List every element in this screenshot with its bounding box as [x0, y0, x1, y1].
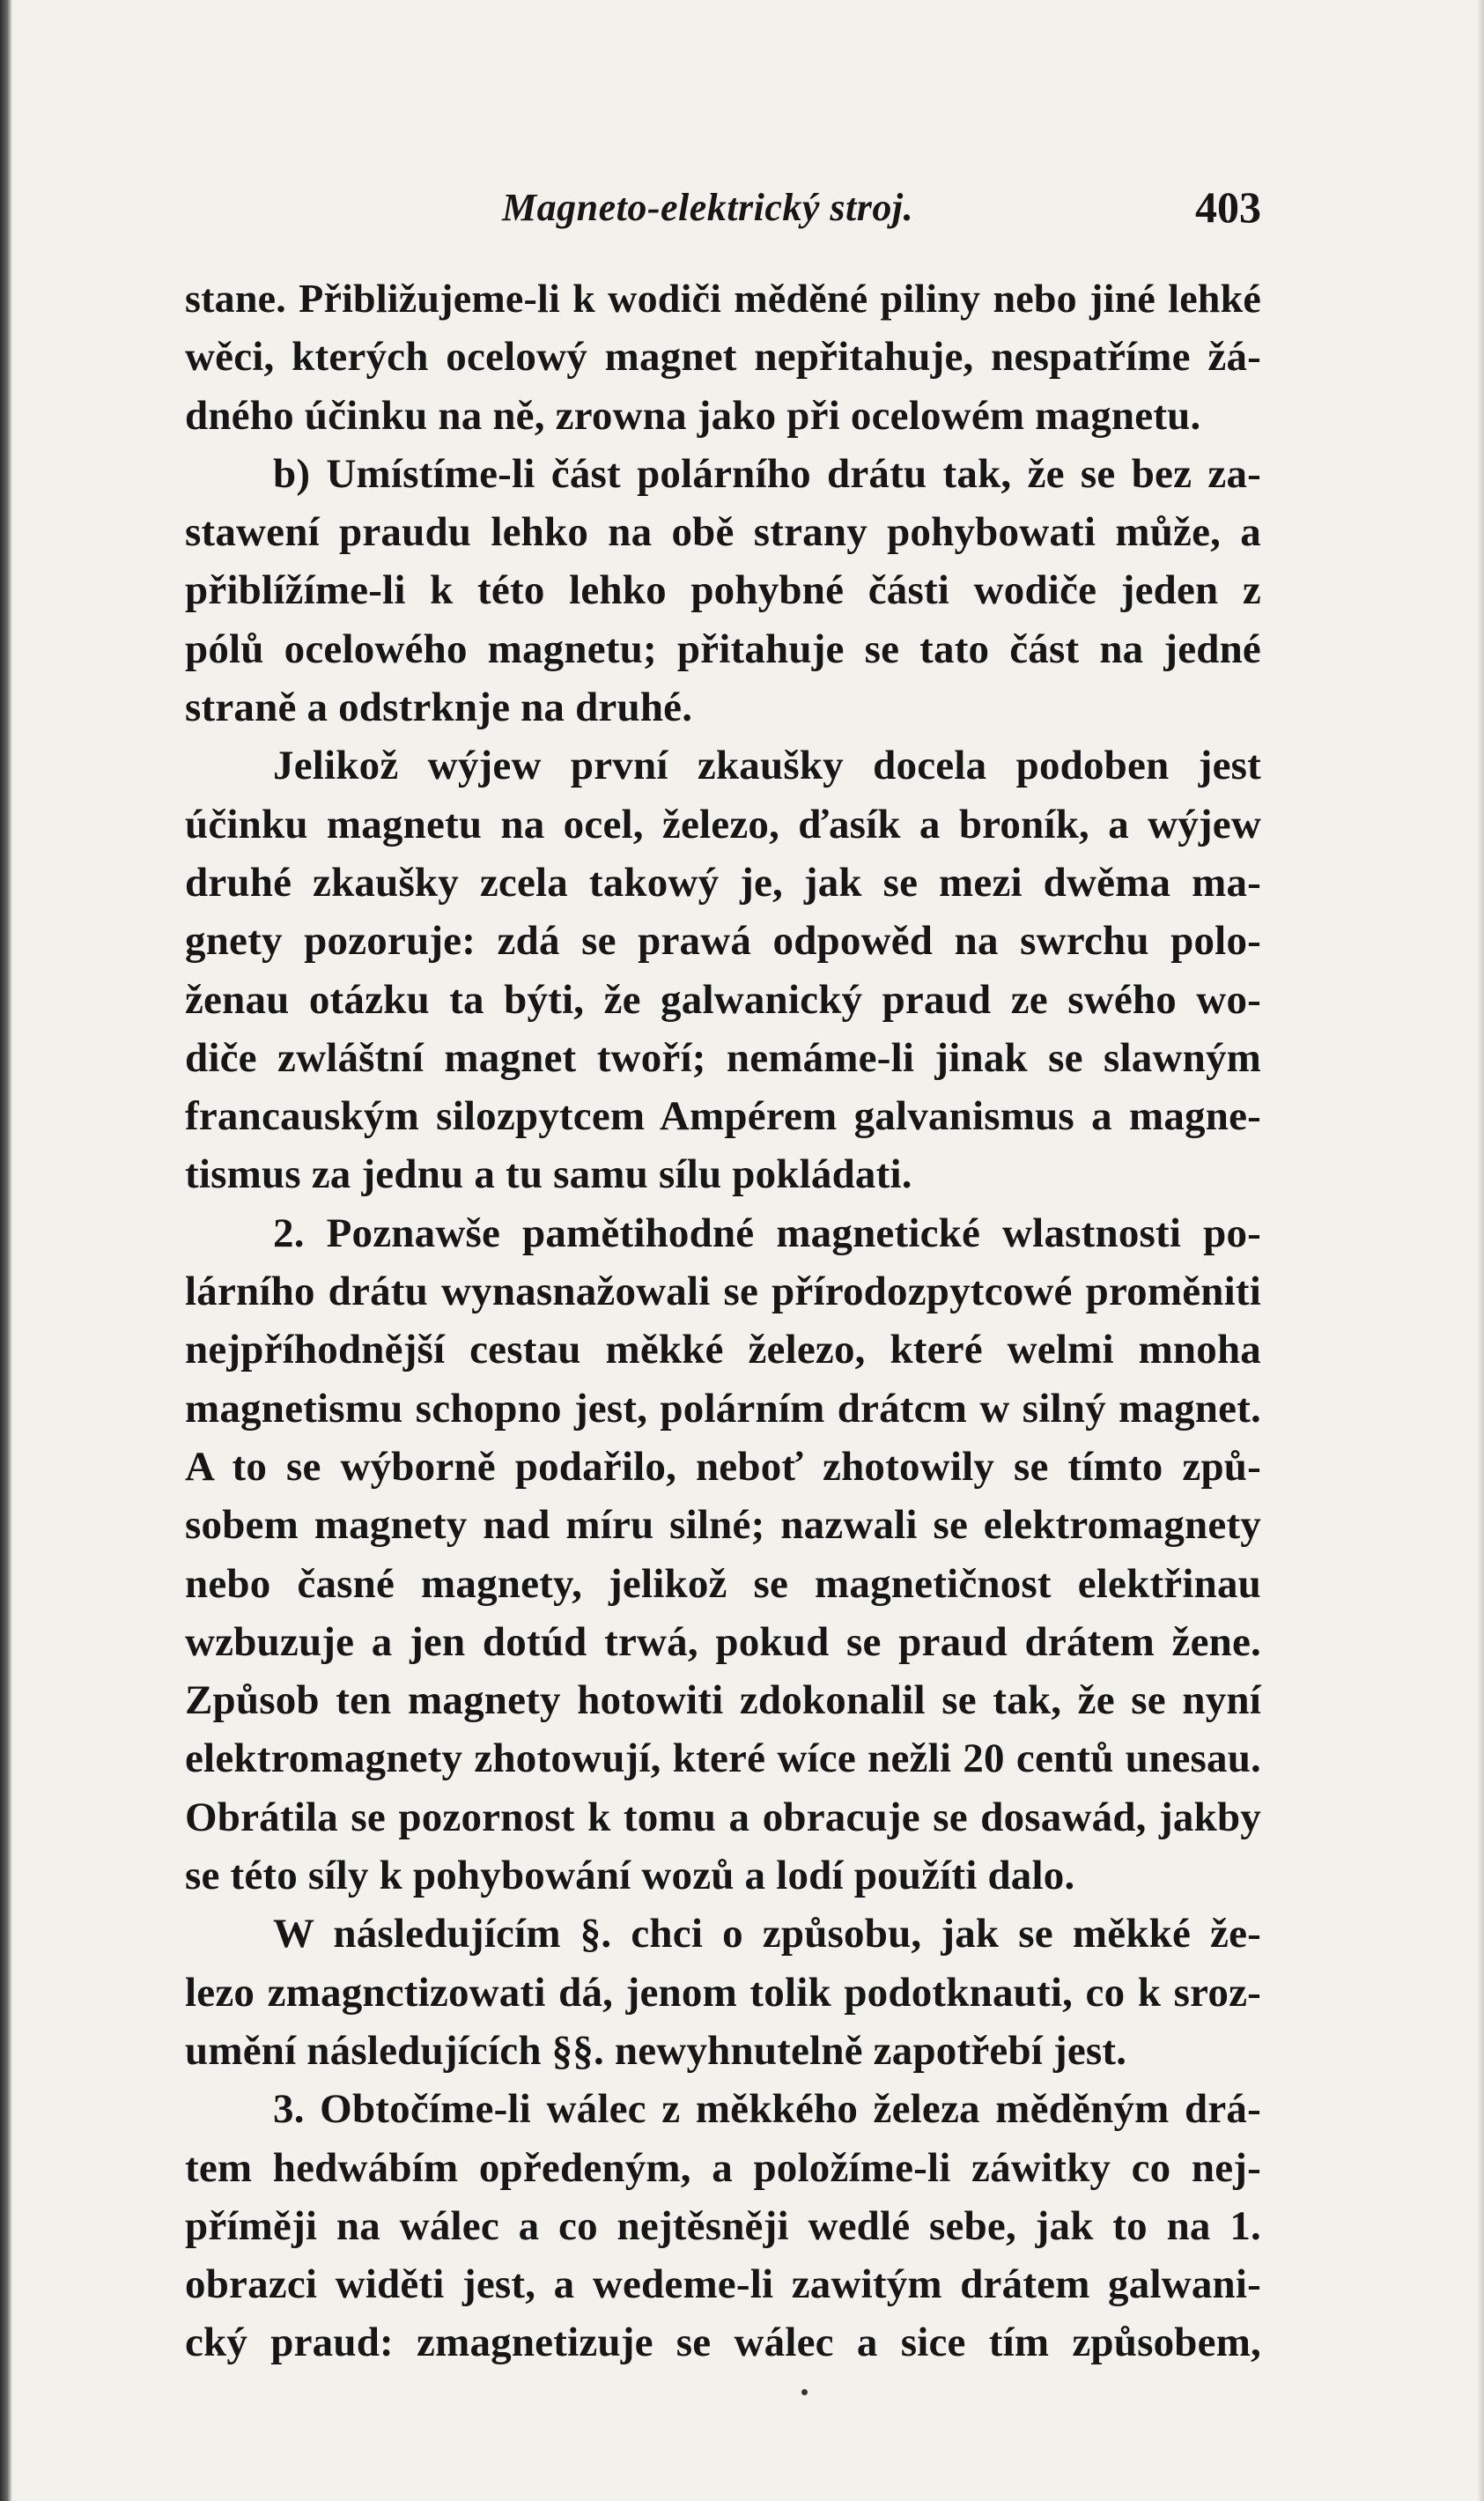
text-line: gnety pozoruje: zdá se prawá odpowěd na swrchu polo- — [185, 918, 1261, 965]
text-line: stawení praudu lehko na obě strany pohybowati může, a — [185, 509, 1261, 556]
text-line: příměji na wálec a co nejtěsněji wedlé sebe, jak to na 1. — [185, 2202, 1261, 2249]
scan-binding-shadow — [0, 0, 12, 2501]
text-line: lárního drátu wynasnažowali se přírodozpytcowé proměniti — [185, 1269, 1261, 1315]
text-line: wěci, kterých ocelowý magnet nepřitahuje, nespatříme žá- — [185, 334, 1261, 381]
text-line: se této síly k pohybowání wozů a lodí použíti dalo. — [185, 1853, 1075, 1899]
page-number: 403 — [1195, 182, 1261, 232]
running-title: Magneto-elektrický stroj. — [502, 186, 914, 229]
text-line: tismus za jednu a tu samu sílu pokládati. — [185, 1151, 912, 1198]
running-header — [185, 182, 1261, 247]
text-line: wzbuzuje a jen dotúd trwá, pokud se praud drátem žene. — [185, 1618, 1261, 1665]
paragraph-3 — [185, 736, 1261, 1203]
text-line: tem hedwábím opředeným, a položíme-li záwitky co nej- — [185, 2144, 1261, 2191]
text-line: obrazci widěti jest, a wedeme-li zawitým drátem galwani- — [185, 2261, 1261, 2308]
ink-speck — [801, 2389, 808, 2395]
text-line: lezo zmagnctizowati dá, jenom tolik podotknauti, co k sroz- — [185, 1969, 1261, 2016]
text-line: dného účinku na ně, zrowna jako při ocelowém magnetu. — [185, 392, 1201, 439]
paragraph-6 — [185, 2080, 1261, 2372]
text-line: W následujícím §. chci o způsobu, jak se měkké že- — [273, 1911, 1261, 1957]
text-line: ženau otázku ta býti, že galwanický praud ze swého wo- — [185, 976, 1261, 1023]
text-line: druhé zkaušky zcela takowý je, jak se mezi dwěma ma- — [185, 859, 1261, 906]
text-line: Obrátila se pozornost k tomu a obracuje se dosawád, jakby — [185, 1794, 1261, 1840]
text-line: cký praud: zmagnetizuje se wálec a sice tím způsobem, — [185, 2320, 1261, 2366]
text-line: 3. Obtočíme-li wálec z měkkého železa měděným drá- — [273, 2086, 1261, 2133]
text-line: stane. Přibližujeme-li k wodiči měděné piliny nebo jiné lehké — [185, 276, 1261, 321]
paragraph-5 — [185, 1905, 1261, 2080]
text-line: účinku magnetu na ocel, železo, ďasík a broník, a wýjew — [185, 801, 1261, 847]
text-line: sobem magnety nad míru silné; nazwali se elektromagnety — [185, 1502, 1261, 1549]
text-line: Způsob ten magnety hotowiti zdokonalil se tak, že se nyní — [185, 1677, 1261, 1724]
paragraph-4 — [185, 1204, 1261, 1905]
text-line: nejpříhodnější cestau měkké železo, které welmi mnoha — [185, 1327, 1261, 1373]
text-line: nebo časné magnety, jelikož se magnetičnost elektřinau — [185, 1560, 1261, 1607]
text-line: přiblížíme-li k této lehko pohybné části wodiče jeden z — [185, 567, 1261, 614]
text-line: francauským silozpytcem Ampérem galvanismus a magne- — [185, 1093, 1261, 1140]
text-line: Jelikož wýjew první zkaušky docela podoben jest — [273, 743, 1261, 789]
text-line: elektromagnety zhotowují, které wíce nežli 20 centů unesau. — [185, 1735, 1261, 1782]
book-page — [185, 182, 1261, 2372]
text-line: magnetismu schopno jest, polárním drátcm w silný magnet. — [185, 1385, 1261, 1432]
paragraph-2 — [185, 445, 1261, 736]
text-line: b) Umístíme-li část polárního drátu tak, že se bez za- — [273, 450, 1261, 497]
scan-right-edge — [1477, 0, 1484, 2501]
text-line: umění následujících §§. newyhnutelně zapotřebí jest. — [185, 2027, 1127, 2074]
text-line: diče zwláštní magnet twoří; nemáme-li jinak se slawným — [185, 1034, 1261, 1081]
text-line: 2. Poznawše pamětihodné magnetické wlastnosti po- — [273, 1210, 1261, 1256]
text-line: pólů ocelowého magnetu; přitahuje se tato část na jedné — [185, 625, 1261, 672]
body-text — [185, 270, 1261, 2372]
paragraph-1 — [185, 270, 1261, 445]
text-line: straně a odstrknje na druhé. — [185, 684, 693, 731]
text-line: A to se wýborně podařilo, neboť zhotowily se tímto způ- — [185, 1443, 1261, 1490]
